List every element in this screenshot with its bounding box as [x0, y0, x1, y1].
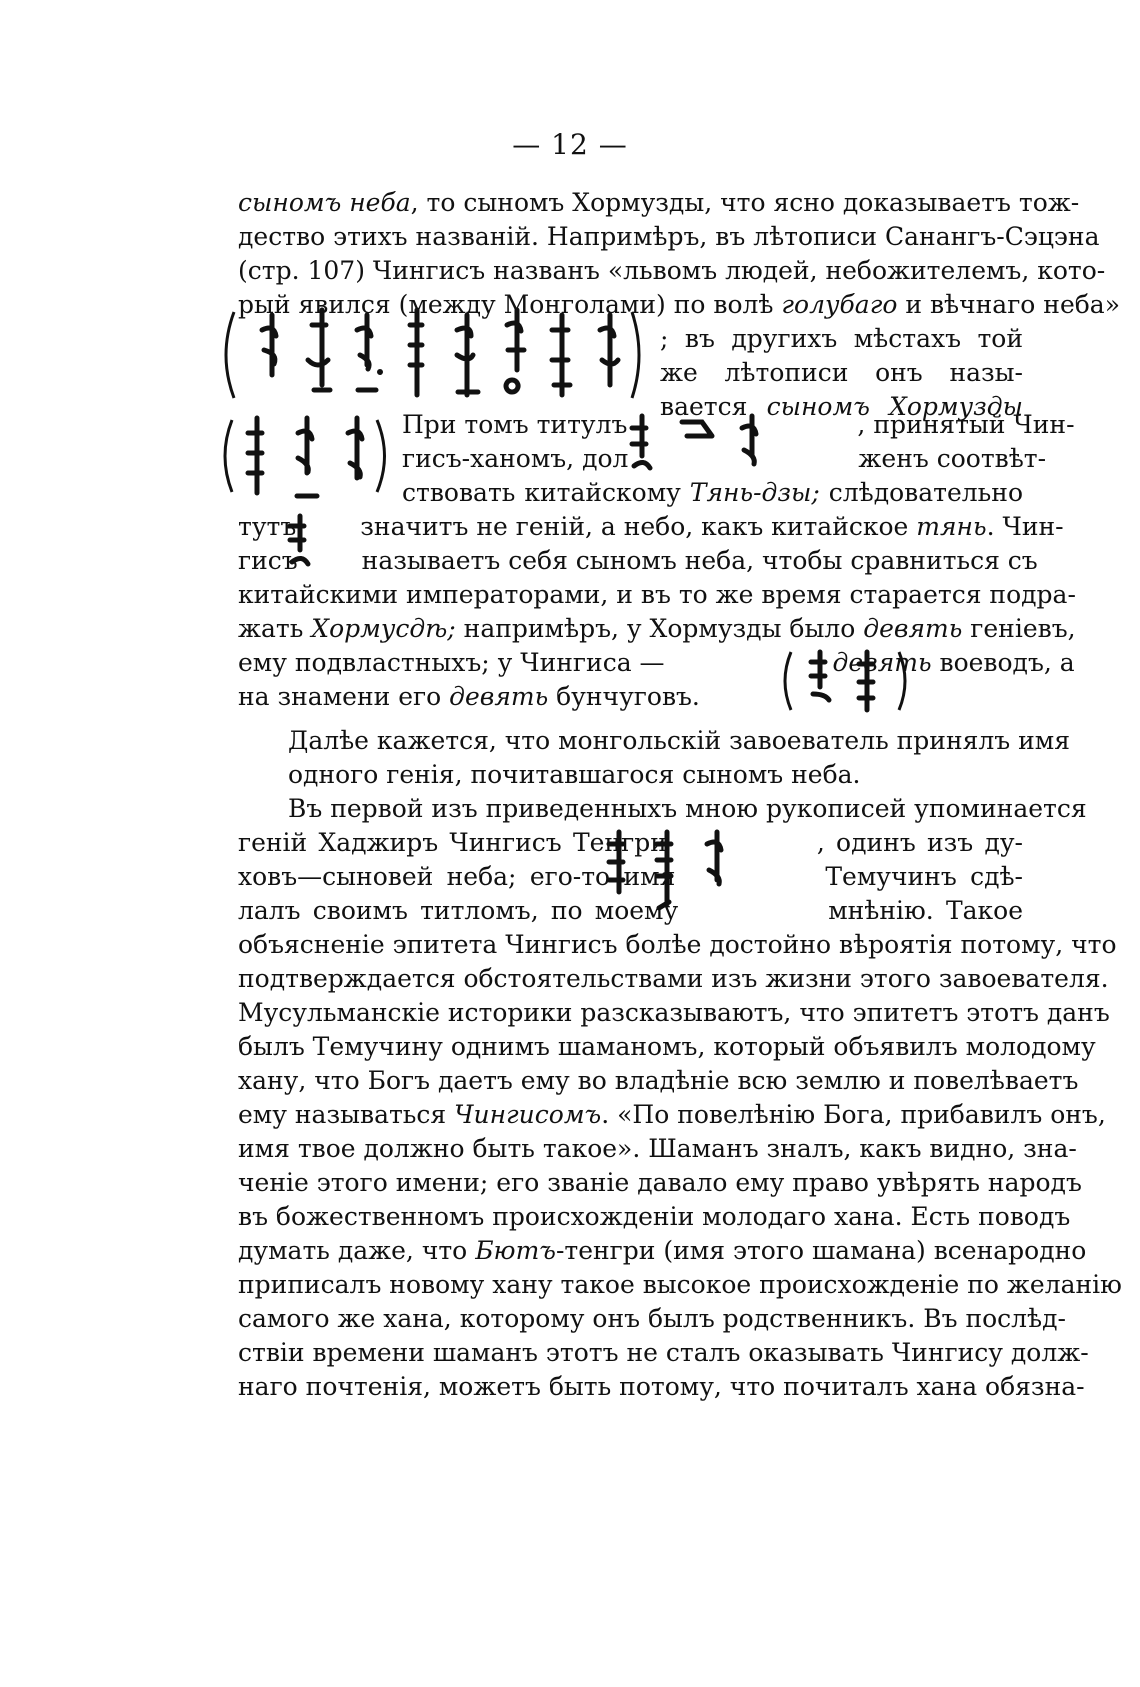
text-run: приписалъ новому хану такое высокое происхожденіе по желанію — [238, 1270, 1122, 1299]
text-line — [238, 724, 1071, 758]
paragraph-2 — [238, 724, 1071, 792]
text-line — [238, 1098, 1106, 1132]
text-run: гисъ-ханомъ, дол — [402, 444, 629, 473]
text-run: Мусульманскіе историки разсказываютъ, что эпитетъ этотъ данъ — [238, 998, 1110, 1027]
text-run: , а — [1043, 648, 1075, 677]
text-run: При томъ титулъ — [402, 410, 628, 439]
text-run: гисъ — [238, 546, 298, 575]
text-run: на знамени его — [238, 682, 450, 711]
text-line — [238, 220, 1100, 254]
mongolian-script-title — [212, 408, 397, 508]
text-line — [238, 544, 1038, 578]
text-run: ; въ другихъ мѣстахъ той — [660, 324, 1023, 353]
text-run: вается — [660, 392, 767, 421]
text-line — [238, 1370, 1085, 1404]
text-line — [238, 612, 1076, 646]
text-run: , одинъ изъ ду- — [816, 828, 1023, 857]
text-run: подтверждается обстоятельствами изъ жизни этого завоевателя. — [238, 964, 1109, 993]
text-run: воеводъ — [931, 648, 1044, 677]
italic-text: голубаго — [781, 290, 898, 319]
text-run: ствовать китайскому — [402, 478, 690, 507]
text-run: ченіе этого имени; его званіе давало ему право увѣрять народъ — [238, 1168, 1082, 1197]
text-line — [238, 578, 1076, 612]
text-line — [238, 996, 1110, 1030]
text-run: китайскими императорами, и въ то же время старается подра- — [238, 580, 1076, 609]
text-run: Далѣе кажется, что монгольскій завоеватель принялъ имя — [288, 726, 1071, 755]
text-run: напримѣръ, у Хормузды было — [455, 614, 864, 643]
text-line — [238, 1268, 1122, 1302]
text-run: называетъ себя сыномъ неба, чтобы сравниться съ — [361, 546, 1038, 575]
text-run: былъ Темучину однимъ шаманомъ, который объявилъ молодому — [238, 1032, 1096, 1061]
text-run: лалъ своимъ титломъ, по моему — [238, 896, 679, 925]
text-run: объясненіе эпитета Чингисъ болѣе достойно вѣроятія потому, что — [238, 930, 1117, 959]
text-line — [238, 1166, 1082, 1200]
italic-text: Хормусдѣ; — [311, 614, 456, 643]
text-run: Темучинъ сдѣ- — [825, 862, 1024, 891]
text-run: хану, что Богъ даетъ ему во владѣніе всю землю и повелѣваетъ — [238, 1066, 1079, 1095]
text-run: ему называться — [238, 1100, 455, 1129]
text-run: ствіи времени шаманъ этотъ не сталъ оказывать Чингису долж- — [238, 1338, 1089, 1367]
text-run: . Чин- — [986, 512, 1064, 541]
text-run: имя твое должно быть такое». Шаманъ зналъ, какъ видно, зна- — [238, 1134, 1077, 1163]
text-line — [238, 928, 1117, 962]
mongolian-script-genius — [597, 826, 757, 916]
text-run: -тенгри (имя этого шамана) всенародно — [555, 1236, 1087, 1265]
text-line — [238, 186, 1080, 220]
text-run: слѣдовательно — [819, 478, 1023, 507]
text-run: жать — [238, 614, 312, 643]
text-run: , принятый Чин- — [857, 410, 1075, 439]
text-line — [402, 476, 1023, 510]
italic-text: Тянь-дзы; — [689, 478, 820, 507]
text-line — [238, 1336, 1089, 1370]
text-run: наго почтенія, можетъ быть потому, что почиталъ хана обязна- — [238, 1372, 1085, 1401]
italic-text: Чингисомъ — [454, 1100, 602, 1129]
mongolian-script-quote — [212, 300, 652, 410]
text-run: самого же хана, которому онъ былъ родственникъ. Въ послѣд- — [238, 1304, 1066, 1333]
text-run: и вѣчнаго неба» — [897, 290, 1120, 319]
text-run: ховъ—сыновей неба; его-то имя — [238, 862, 676, 891]
mongolian-script-nine — [775, 646, 915, 716]
text-run: одного генія, почитавшагося сыномъ неба. — [288, 760, 861, 789]
text-line — [238, 792, 1087, 826]
text-run: бунчуговъ. — [548, 682, 700, 711]
text-line — [660, 322, 1023, 356]
text-line — [238, 1064, 1079, 1098]
text-run: тутъ — [238, 512, 297, 541]
italic-text: сыномъ Хормузды — [766, 392, 1023, 421]
italic-text: Бютъ — [475, 1236, 556, 1265]
text-run: въ божественномъ происхожденіи молодаго хана. Есть поводъ — [238, 1202, 1071, 1231]
text-line — [660, 356, 1023, 390]
text-run: думать даже, что — [238, 1236, 476, 1265]
text-line — [238, 254, 1106, 288]
text-run: (стр. 107) Чингисъ названъ «львомъ людей, небожителемъ, кото- — [238, 256, 1106, 285]
italic-text: девять — [832, 648, 932, 677]
page-number: — 12 — — [512, 128, 628, 161]
text-line — [238, 758, 1023, 792]
text-run: женъ соотвѣт- — [858, 444, 1047, 473]
text-run: . «По повелѣнію Бога, прибавилъ онъ, — [601, 1100, 1106, 1129]
text-run: мнѣнію. Такое — [828, 896, 1023, 925]
text-line — [238, 1302, 1066, 1336]
text-run: же лѣтописи онъ назы- — [660, 358, 1023, 387]
text-line — [238, 962, 1109, 996]
italic-text: тянь — [916, 512, 987, 541]
text-run: рый явился (между Монголами) по волѣ — [238, 290, 782, 319]
text-run: геній Хаджиръ Чингисъ Тенгри — [238, 828, 667, 857]
text-line — [238, 510, 1064, 544]
text-run: значитъ не геній, а небо, какъ китайское — [360, 512, 917, 541]
text-line — [238, 1234, 1087, 1268]
text-line — [238, 1200, 1071, 1234]
text-line — [238, 1132, 1077, 1166]
text-run: , то сыномъ Хормузды, что ясно доказываетъ тож- — [410, 188, 1080, 217]
text-run: ему подвластныхъ; у Чингиса — — [238, 648, 673, 677]
text-line — [238, 1030, 1096, 1064]
italic-text: девять — [863, 614, 963, 643]
text-run: геніевъ, — [962, 614, 1076, 643]
italic-text: девять — [449, 682, 549, 711]
italic-text: сыномъ неба — [238, 188, 411, 217]
text-run: дество этихъ названій. Напримѣръ, въ лѣтописи Санангъ-Сэцэна — [238, 222, 1100, 251]
mongolian-script-title-inline — [612, 408, 782, 478]
text-run: Въ первой изъ приведенныхъ мною рукописей упоминается — [288, 794, 1087, 823]
